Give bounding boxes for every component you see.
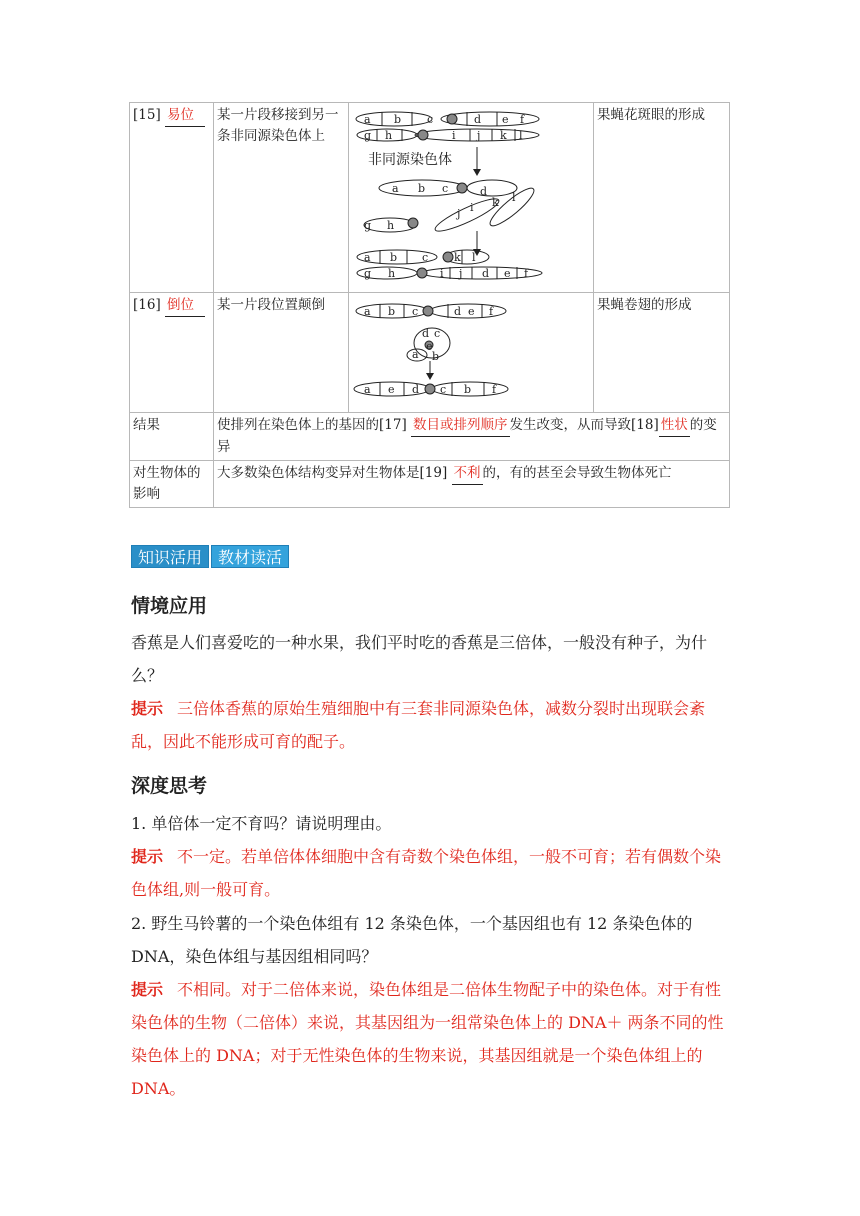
table-row <box>130 103 730 293</box>
row-label: 结果 <box>130 413 214 461</box>
diagram-label: 非同源染色体 <box>368 152 452 168</box>
row-label: 对生物体的影响 <box>130 461 214 508</box>
description-cell: 某一片段移接到另一条非同源染色体上 <box>214 103 349 293</box>
answer-translocation: 易位 <box>167 107 195 123</box>
result-text: 使排列在染色体上的基因的[17] 数目或排列顺序 发生改变，从而导致[18] 性状 的变异 <box>214 413 730 461</box>
section-tag-bar <box>131 545 289 568</box>
svg-text:e: e <box>388 383 395 396</box>
svg-text:a: a <box>364 383 371 396</box>
svg-text:i: i <box>440 267 444 280</box>
svg-text:f: f <box>524 267 529 280</box>
question-2: 2. 野生马铃薯的一个染色体组有 12 条染色体，一个基因组也有 12 条染色体的 DNA，染色体组与基因组相同吗？ <box>131 914 693 966</box>
inversion-diagram <box>349 293 594 413</box>
svg-text:d: d <box>454 305 462 318</box>
svg-text:l: l <box>512 191 516 204</box>
svg-text:b: b <box>418 182 426 195</box>
example-cell: 果蝇卷翅的形成 <box>594 293 730 413</box>
example-cell: 果蝇花斑眼的形成 <box>594 103 730 293</box>
section-heading-deep-thinking: 深度思考 <box>131 775 208 797</box>
svg-text:i: i <box>470 201 474 214</box>
hint-label: 提示 <box>131 847 164 866</box>
svg-text:a: a <box>364 305 371 318</box>
answer-18: 性状 <box>659 415 690 437</box>
svg-text:b: b <box>394 113 402 126</box>
section-heading-context: 情境应用 <box>131 595 208 617</box>
description-cell: 某一片段位置颠倒 <box>214 293 349 413</box>
svg-text:e: e <box>468 305 475 318</box>
svg-text:b: b <box>390 251 398 264</box>
svg-text:b: b <box>464 383 472 396</box>
answer-17: 数目或排列顺序 <box>411 415 510 437</box>
hint-1: 提示 不一定。若单倍体体细胞中含有奇数个染色体组，一般不可育；若有偶数个染色体组,则一般可育。 <box>131 847 722 899</box>
svg-text:k: k <box>500 129 507 142</box>
svg-text:c: c <box>440 383 447 396</box>
svg-text:c: c <box>434 327 441 340</box>
answer-19: 不利 <box>452 463 483 485</box>
translocation-diagram <box>349 103 594 293</box>
svg-text:a: a <box>364 113 371 126</box>
svg-text:d: d <box>474 113 482 126</box>
svg-text:g: g <box>364 219 372 232</box>
svg-text:j: j <box>459 267 463 280</box>
table-row <box>130 293 730 413</box>
svg-text:k: k <box>492 196 499 209</box>
row-number-cell <box>130 103 214 293</box>
hint-banana: 提示 三倍体香蕉的原始生殖细胞中有三套非同源染色体，减数分裂时出现联会紊乱，因此不能形成可育的配子。 <box>131 699 706 751</box>
svg-text:a: a <box>412 348 419 361</box>
svg-text:d: d <box>480 185 488 198</box>
svg-text:f: f <box>520 113 525 126</box>
svg-text:e: e <box>504 267 511 280</box>
svg-text:e: e <box>426 340 433 353</box>
svg-text:g: g <box>364 267 372 280</box>
svg-text:a: a <box>364 251 371 264</box>
svg-text:e: e <box>502 113 509 126</box>
effect-text: 大多数染色体结构变异对生物体是[19] 不利 的，有的甚至会导致生物体死亡 <box>214 461 730 508</box>
svg-text:h: h <box>388 267 396 280</box>
table-row <box>130 461 730 508</box>
hint-label: 提示 <box>131 980 164 999</box>
svg-text:h: h <box>387 219 395 232</box>
svg-text:h: h <box>385 129 393 142</box>
chromosome-variation-table <box>129 102 730 508</box>
svg-text:l: l <box>472 251 476 264</box>
svg-text:j: j <box>477 129 481 142</box>
svg-text:i: i <box>452 129 456 142</box>
svg-text:c: c <box>412 305 419 318</box>
tag-knowledge-apply: 知识活用 <box>131 545 209 568</box>
svg-text:j: j <box>457 207 461 220</box>
svg-text:c: c <box>422 251 429 264</box>
svg-text:k: k <box>454 251 461 264</box>
svg-text:c: c <box>427 113 434 126</box>
svg-text:f: f <box>492 383 497 396</box>
svg-text:g: g <box>364 129 372 142</box>
row-number-cell <box>130 293 214 413</box>
svg-text:b: b <box>432 350 440 363</box>
svg-text:f: f <box>489 305 494 318</box>
svg-text:b: b <box>388 305 396 318</box>
svg-text:d: d <box>422 327 430 340</box>
question-banana: 香蕉是人们喜爱吃的一种水果，我们平时吃的香蕉是三倍体，一般没有种子，为什么？ <box>131 633 708 685</box>
tag-textbook-read: 教材读活 <box>211 545 289 568</box>
svg-text:a: a <box>392 182 399 195</box>
svg-text:d: d <box>482 267 490 280</box>
svg-text:l: l <box>519 129 523 142</box>
svg-text:c: c <box>442 182 449 195</box>
row-number: [16] <box>133 297 161 313</box>
row-number: [15] <box>133 107 161 123</box>
answer-inversion: 倒位 <box>167 297 195 313</box>
hint-2: 提示 不相同。对于二倍体来说，染色体组是二倍体生物配子中的染色体。对于有性染色体的生物（二倍体）来说，其基因组为一组常染色体上的 DNA＋ 两条不同的性染色体上的 DNA；对于无性染色体的生物来说，其基因组就是一个染色体组上的 DNA。 <box>131 980 724 1098</box>
hint-label: 提示 <box>131 699 164 718</box>
table-row <box>130 413 730 461</box>
question-1: 1. 单倍体一定不育吗？请说明理由。 <box>131 814 392 833</box>
svg-text:d: d <box>412 383 420 396</box>
